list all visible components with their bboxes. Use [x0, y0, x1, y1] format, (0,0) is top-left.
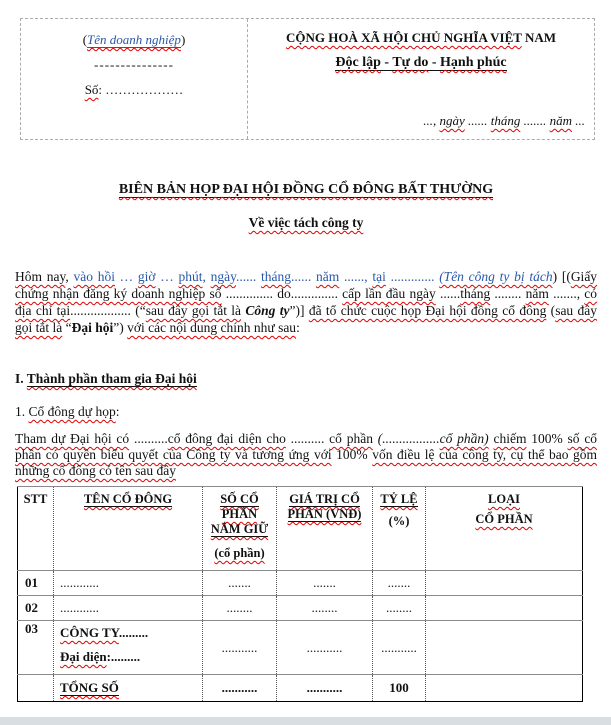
row02-ratio: ........ — [373, 596, 426, 621]
row03-ratio: ........... — [373, 621, 426, 675]
row01-stt: 01 — [18, 571, 54, 596]
separator-dashes: --------------- — [94, 57, 174, 72]
document-number-line: Số: ……………… — [84, 82, 184, 97]
intro-paragraph: Hôm nay, vào hồi … giờ … phút, ngày...... tháng...... năm ......, tại ............. (Tên công ty bị tách) [(Giấy chứng nhận đăng ký doanh nghiệp số .............. do.............. cấp lần đầu ngày ......tháng ........ năm ......., có địa chỉ tại.................. (“sau đây gọi tắt là Công ty”)] đã tổ chức cuộc họp Đại hội đồng cổ đông (sau đây gọi tắt là “Đại hội”) với các nội dung chính như sau: — [15, 269, 598, 335]
total-stt-empty — [18, 675, 54, 702]
national-title-line: CỘNG HOÀ XÃ HỘI CHỦ NGHĨA VIỆT NAM — [285, 30, 557, 45]
company-name-placeholder: (Tên doanh nghiệp) — [82, 32, 186, 47]
table-row-03 — [18, 621, 583, 675]
row02-shares: ........ — [203, 596, 277, 621]
row03-type — [426, 621, 583, 675]
total-ratio: 100 — [373, 675, 426, 702]
total-label: TỔNG SỐ — [54, 675, 203, 702]
row03-name — [54, 621, 203, 675]
col-header-loai-co-phan: LOẠI CỔ PHẦN — [426, 487, 583, 571]
row02-stt: 02 — [18, 596, 54, 621]
col-header-so-co-phan: SỐ CỔ PHẦN NẮM GIỮ (cổ phần) — [203, 487, 277, 571]
row02-value: ........ — [277, 596, 373, 621]
row02-type — [426, 596, 583, 621]
total-shares: ........... — [203, 675, 277, 702]
row03-value: ........... — [277, 621, 373, 675]
total-type — [426, 675, 583, 702]
shareholders-table — [17, 486, 583, 702]
row03-representative-line: Đại diện:......... — [60, 649, 141, 664]
national-motto-line: Độc lập - Tự do - Hạnh phúc — [335, 55, 507, 70]
document-subtitle: Về việc tách công ty — [248, 215, 364, 230]
col-header-ty-le: TỶ LỆ (%) — [373, 487, 426, 571]
row01-ratio: ....... — [373, 571, 426, 596]
row01-name: ............ — [54, 571, 203, 596]
document-title: BIÊN BẢN HỌP ĐẠI HỘI ĐỒNG CỔ ĐÔNG BẤT THƯỜNG — [118, 182, 494, 197]
section1-item1: 1. Cổ đông dự họp: — [15, 404, 120, 419]
row02-name: ............ — [54, 596, 203, 621]
section1-heading: I. Thành phần tham gia Đại hội — [15, 371, 197, 386]
attendance-paragraph: Tham dự Đại hội có ..........cổ đông đại diện cho .......... cổ phần (.................cổ phần) chiếm 100% số cổ phần có quyền biểu quyết của Công ty và tương ứng với 100% vốn điều lệ của công ty, cụ thể bao gồm những cổ đông có tên sau đây — [15, 431, 598, 478]
table-header-row — [18, 487, 583, 571]
row01-type — [426, 571, 583, 596]
row01-value: ....... — [277, 571, 373, 596]
page-edge-strip — [0, 717, 611, 725]
row03-shares: ........... — [203, 621, 277, 675]
letterhead-national-cell — [248, 19, 594, 139]
total-value: ........... — [277, 675, 373, 702]
table-row-01 — [18, 571, 583, 596]
col-header-ten-co-dong: TÊN CỔ ĐÔNG — [54, 487, 203, 571]
row01-shares: ....... — [203, 571, 277, 596]
row03-stt: 03 — [18, 621, 54, 675]
table-total-row — [18, 675, 583, 702]
col-header-gia-tri: GIÁ TRỊ CỔ PHẦN (VNĐ) — [277, 487, 373, 571]
table-row-02 — [18, 596, 583, 621]
row03-company-line: CÔNG TY......... — [60, 625, 149, 640]
letterhead-company-cell — [21, 19, 248, 139]
letterhead-table — [20, 18, 595, 140]
date-place-line: ..., ngày ...... tháng ....... năm ... — [423, 113, 585, 128]
col-header-stt: STT — [18, 487, 54, 571]
